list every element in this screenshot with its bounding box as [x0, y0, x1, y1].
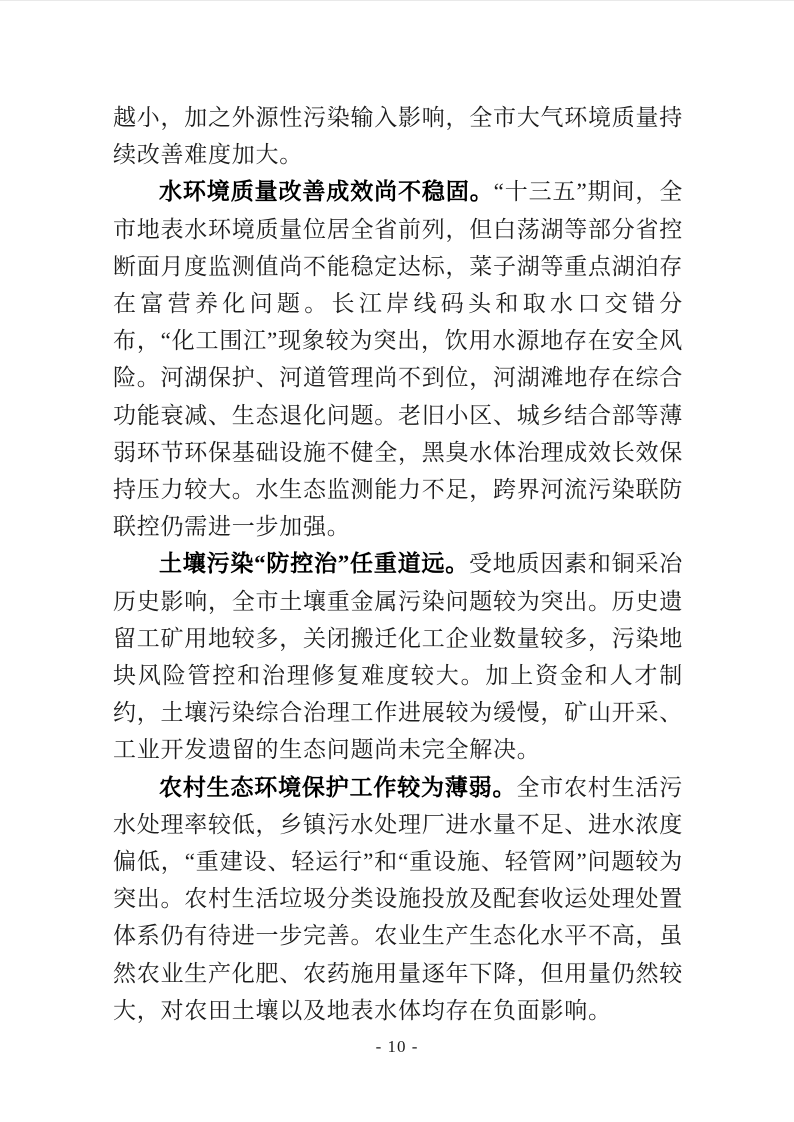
paragraph-text: 受地质因素和铜采冶历史影响，全市土壤重金属污染问题较为突出。历史遗留工矿用地较多，关闭搬迁化工企业数量较多，污染地块风险管控和治理修复难度较大。加上资金和人才制约，土壤污染综合治理工作进展较为缓慢，矿山开采、工业开发遗留的生态问题尚未完全解决。 [113, 551, 684, 763]
paragraph-rural-environment [113, 769, 683, 1029]
paragraph-air-quality-continuation [113, 99, 683, 173]
document-body [113, 99, 683, 1029]
paragraph-text: “十三五”期间，全市地表水环境质量位居全省前列，但白荡湖等部分省控断面月度监测值尚不能稳定达标，菜子湖等重点湖泊存在富营养化问题。长江岸线码头和取水口交错分布，“化工围江”现象较为突出，饮用水源地存在安全风险。河湖保护、河道管理尚不到位，河湖滩地存在综合功能衰减、生态退化问题。老旧小区、城乡结合部等薄弱环节环保基础设施不健全，黑臭水体治理成效长效保持压力较大。水生态监测能力不足，跨界河流污染联防联控仍需进一步加强。 [113, 179, 684, 540]
paragraph-lead-bold: 土壤污染“防控治”任重道远。 [159, 551, 469, 577]
paragraph-soil-pollution [113, 545, 683, 768]
paragraph-text: 越小，加之外源性污染输入影响，全市大气环境质量持续改善难度加大。 [113, 105, 683, 168]
paragraph-lead-bold: 水环境质量改善成效尚不稳固。 [159, 179, 494, 205]
paragraph-text: 全市农村生活污水处理率较低，乡镇污水处理厂进水量不足、进水浓度偏低，“重建设、轻运行”和“重设施、轻管网”问题较为突出。农村生活垃圾分类设施投放及配套收运处理处置体系仍有待进一步完善。农业生产生态化水平不高，虽然农业生产化肥、农药施用量逐年下降，但用量仍然较大，对农田土壤以及地表水体均存在负面影响。 [113, 774, 684, 1023]
paragraph-water-environment [113, 173, 683, 545]
paragraph-lead-bold: 农村生态环境保护工作较为薄弱。 [159, 774, 517, 800]
page-number: - 10 - [375, 1037, 419, 1056]
